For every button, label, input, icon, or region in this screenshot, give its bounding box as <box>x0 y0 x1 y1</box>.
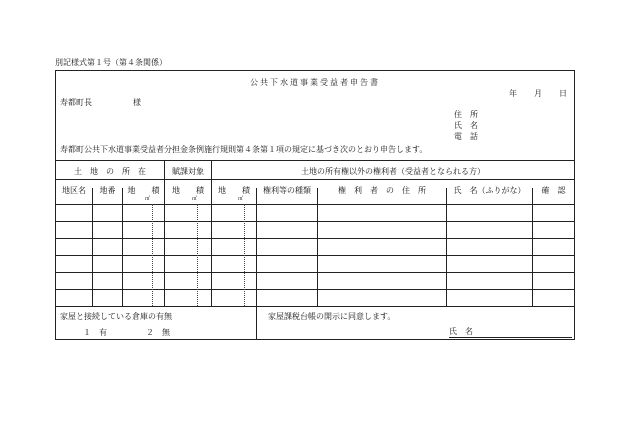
col-lot-number: 地番 <box>99 186 116 195</box>
applicant-phone-label: 電 話 <box>454 132 478 141</box>
table-bottom-line <box>55 306 575 307</box>
warehouse-option-no[interactable]: ２ 無 <box>146 328 170 337</box>
header-location: 土 地 の 所 在 <box>74 167 146 176</box>
column-divider <box>256 188 257 306</box>
date-year-label: 年 <box>509 89 517 98</box>
tax-ledger-consent: 家屋課税台帳の開示に同意します。 <box>268 312 396 321</box>
col-area-rights: 地 積 <box>218 186 250 195</box>
header-rights-holder: 土地の所有権以外の権利者（受益者となられる方） <box>301 167 485 176</box>
unit-sqm: ㎡ <box>192 196 198 202</box>
table-row-line <box>56 238 574 239</box>
signature-line[interactable] <box>449 337 572 338</box>
signature-label: 氏 名 <box>449 327 473 336</box>
col-area: 地 積 <box>127 186 160 195</box>
column-divider <box>317 188 318 306</box>
date-day-label: 日 <box>559 89 567 98</box>
addressee-name: 寿都町長 <box>60 98 92 107</box>
column-divider <box>532 188 533 306</box>
form-number: 別記様式第１号（第４条関係） <box>55 58 167 67</box>
unit-sqm: ㎡ <box>145 196 151 202</box>
unit-sqm: ㎡ <box>238 196 244 202</box>
date-month-label: 月 <box>534 89 542 98</box>
dotted-divider <box>152 204 153 306</box>
col-district: 地区名 <box>62 186 86 195</box>
header-subject: 賦課対象 <box>172 167 204 176</box>
addressee-honorific: 様 <box>133 98 141 107</box>
column-divider <box>122 188 123 306</box>
col-holder-address: 権 利 者 の 住 所 <box>338 186 426 195</box>
footer-divider <box>256 306 257 340</box>
column-divider <box>164 160 165 306</box>
form-title: 公共下水道事業受益者申告書 <box>250 78 380 87</box>
table-row-line <box>56 255 574 256</box>
warehouse-option-yes[interactable]: １ 有 <box>83 328 107 337</box>
col-name-furigana: 氏 名（ふりがな） <box>453 186 526 195</box>
column-divider <box>92 188 93 306</box>
applicant-name-label: 氏 名 <box>454 121 478 130</box>
column-divider <box>211 160 212 306</box>
col-confirm: 確 認 <box>541 186 566 195</box>
application-form <box>55 70 575 340</box>
col-right-type: 権利等の種類 <box>263 186 311 195</box>
col-area-taxable: 地 積 <box>172 186 204 195</box>
table-row-line <box>56 221 574 222</box>
declaration-statement: 寿都町公共下水道事業受益者分担金条例施行規則第４条第１項の規定に基づき次のとおり申告します。 <box>60 145 428 154</box>
table-subheader-line <box>56 204 574 205</box>
table-header-divider <box>56 179 574 180</box>
table-top-line <box>55 160 575 161</box>
table-row-line <box>56 289 574 290</box>
dotted-divider <box>244 204 245 306</box>
dotted-divider <box>197 204 198 306</box>
column-divider <box>446 188 447 306</box>
table-row-line <box>56 272 574 273</box>
applicant-address-label: 住 所 <box>454 110 478 119</box>
warehouse-question: 家屋と接続している倉庫の有無 <box>60 312 172 321</box>
